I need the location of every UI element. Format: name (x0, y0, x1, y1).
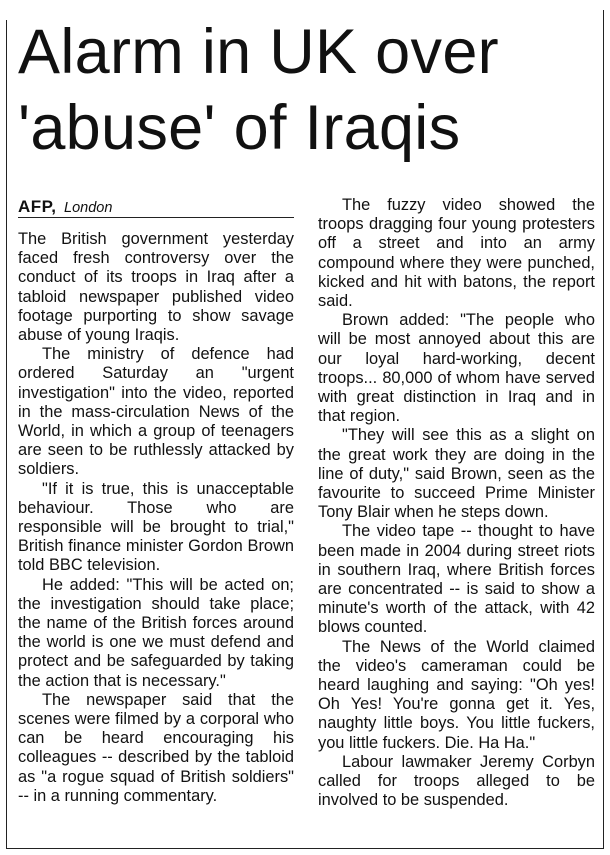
paragraph: "They will see this as a slight on the great work they are doing in the line of duty," said Brown, seen as the favourite to succeed Prime Minister Tony Blair when he steps down. (318, 426, 595, 522)
byline-city: London (64, 200, 113, 216)
paragraph: The newspaper said that the scenes were filmed by a corporal who can be heard encouraging his colleagues -- described by the tabloid as "a rogue squad of British soldiers" -- in a running commentary. (18, 690, 294, 805)
bottom-border-rule (6, 848, 604, 849)
byline-agency: AFP, (18, 197, 57, 216)
paragraph: "If it is true, this is unacceptable behaviour. Those who are responsible will be brought to trial," British finance minister Gordon Brown told BBC television. (18, 479, 294, 575)
paragraph: The News of the World claimed the video's cameraman could be heard laughing and saying: "Oh yes! Oh Yes! You're gonna get it. Yes, naughty little boys. You little fuckers, you little fuckers. Die. Ha Ha." (318, 637, 595, 752)
paragraph: The ministry of defence had ordered Saturday an "urgent investigation" into the video, reported in the mass-circulation News of the World, in which a group of teenagers are seen to be ruthlessly attacked by soldiers. (18, 345, 294, 479)
paragraph: The fuzzy video showed the troops dragging four young protesters off a street and into an army compound where they were punched, kicked and hit with batons, the report said. (318, 196, 595, 311)
paragraph: The British government yesterday faced fresh controversy over the conduct of its troops in Iraq after a tabloid newspaper published video footage purporting to show savage abuse of young Iraqis. (18, 230, 294, 345)
right-column (318, 196, 595, 811)
left-column (18, 196, 294, 806)
right-border-rule (603, 10, 604, 848)
paragraph: The video tape -- thought to have been made in 2004 during street riots in southern Iraq, where British forces are concentrated -- is said to show a minute's worth of the attack, with 42 blows counted. (318, 522, 595, 637)
paragraph: He added: "This will be acted on; the investigation should take place; the name of the British forces around the world is one we must defend and protect and be safeguarded by taking the action that is necessary." (18, 575, 294, 690)
headline: Alarm in UK over 'abuse' of Iraqis (18, 17, 499, 163)
paragraph: Brown added: "The people who will be most annoyed about this are our loyal hard-working, decent troops... 80,000 of whom have served with great distinction in Iraq and in that region. (318, 311, 595, 426)
left-border-rule (6, 20, 7, 848)
paragraph: Labour lawmaker Jeremy Corbyn called for troops alleged to be involved to be suspended. (318, 752, 595, 810)
byline (18, 196, 294, 218)
